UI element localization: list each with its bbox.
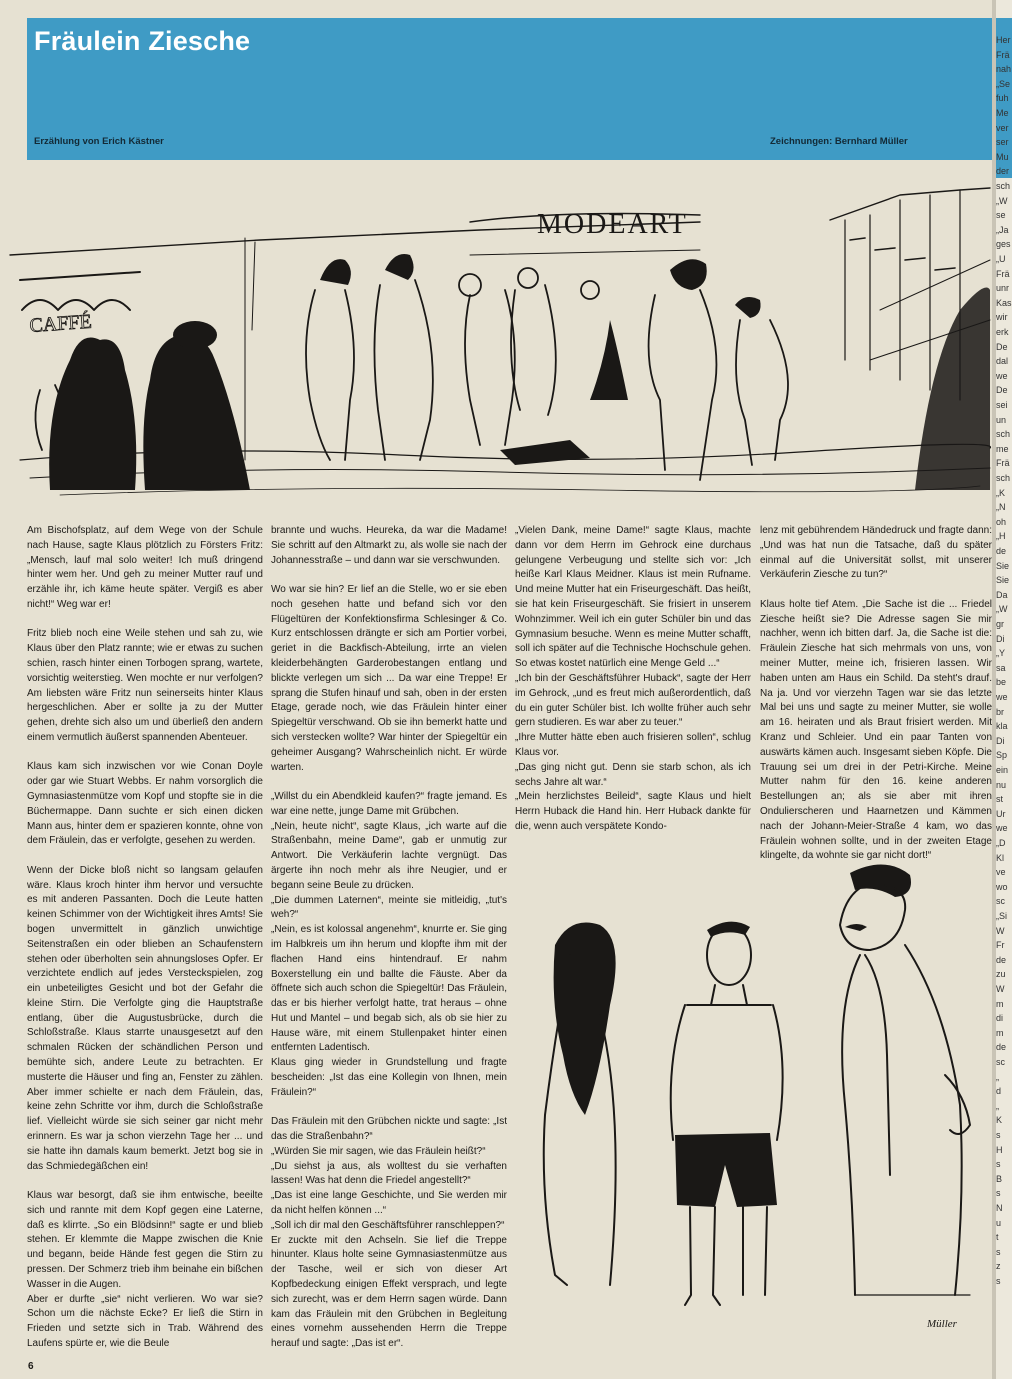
street-scene-illustration [0, 160, 992, 505]
paragraph: Das Fräulein mit den Grübchen nickte und sagte: „Ist das die Straßenbahn?“ [271, 1116, 507, 1143]
next-page-fragment: „ [996, 1071, 999, 1082]
next-page-fragment: Di [996, 633, 1005, 644]
text-column-2 [271, 524, 507, 1352]
next-page-fragment: Mu [996, 151, 1009, 162]
characters-illustration [515, 855, 992, 1360]
next-page-fragment: sch [996, 181, 1011, 191]
next-page-fragment: s [996, 1130, 1001, 1140]
paragraph: Am Bischofsplatz, auf dem Wege von der Schule nach Hause, sagte Klaus plötzlich zu Försters Fritz: „Mensch, lauf mal solo weiter! Ich muß dringend hinter wem her. Und geh zu meiner Mutter rauf und erzähle ihr, ich käme heute später. Vergiß es aber nicht!“ Weg war er! [27, 525, 263, 610]
next-page-fragment: me [996, 443, 1009, 454]
next-page-fragment: sc [996, 896, 1005, 907]
author-byline: Erzählung von Erich Kästner [34, 136, 164, 147]
next-page-fragment: Kas [996, 297, 1012, 308]
next-page-fragment: we [996, 370, 1008, 381]
next-page-fragment: „K [996, 487, 1005, 498]
next-page-fragment: „Y [996, 648, 1005, 659]
next-page-fragment: un [996, 414, 1007, 425]
next-page-fragment: gr [996, 619, 1005, 629]
next-page-fragment: ver [996, 122, 1009, 133]
paragraph: „Ich bin der Geschäftsführer Huback“, sagte der Herr im Gehrock, „und es freut mich außerordentlich, daß du ein guter Schüler bist. Ich wollte früher auch sehr gern studieren. Es war aber zu teuer.“ [515, 672, 751, 729]
next-page-fragment: Ur [996, 808, 1006, 819]
illustrator-signature: Müller [927, 1318, 957, 1330]
next-page-fragment: we [996, 692, 1008, 702]
next-page-fragment: „N [996, 502, 1006, 513]
next-page-fragment: erk [996, 327, 1009, 337]
next-page-fragment: u [996, 1217, 1002, 1228]
next-page-fragment: sch [996, 429, 1011, 440]
next-page-fragment: be [996, 677, 1007, 688]
paragraph: „Nein, es ist kolossal angenehm“, knurrte er. Sie ging im Halbkreis um ihn herum und klopfte ihm mit der flachen Hand eins hintendrauf. Er nahm Boxerstellung ein und ballte die Fäuste. Aber da öffnete sich auch schon die Spiegeltür! Das Fräulein, das er bis hierher verfolgt hatte, trat heraus – ohne Hut und Mantel – und begab sich, als ob sie hier zu Hause wäre, mit einem Stullenpaket hinter einen entfernten Ladentisch. [271, 924, 507, 1054]
paragraph: „Ihre Mutter hätte eben auch frisieren sollen“, schlug Klaus vor. [515, 732, 751, 758]
paragraph: „Das ist eine lange Geschichte, und Sie werden mir da nicht helfen können ...“ [271, 1190, 507, 1217]
next-page-fragment: sch [996, 473, 1011, 483]
next-page-fragment: Her [996, 35, 1011, 45]
next-page-fragment: Frä [996, 49, 1010, 60]
next-page-fragment: Fr [996, 940, 1005, 951]
paragraph: „Soll ich dir mal den Geschäftsführer ranschleppen?“ [271, 1219, 505, 1231]
illustrator-byline: Zeichnungen: Bernhard Müller [770, 136, 908, 147]
next-page-fragment: B [996, 1173, 1003, 1184]
cafe-sign: CAFFÉ [28, 310, 93, 337]
text-column-1 [27, 524, 263, 1352]
next-page-fragment: „W [996, 195, 1008, 206]
paragraph: „Nein, heute nicht“, sagte Klaus, „ich warte auf die Straßenbahn, meine Dame“, gab er unmutig zur Antwort. Die Verkäuferin lachte vergnügt. Das ärgerte ihn noch mehr als ihre Neugier, und er begann seine Beule zu drücken. [271, 820, 507, 891]
article-title: Fräulein Ziesche [34, 26, 251, 56]
next-page-fragment: sc [996, 1057, 1005, 1067]
next-page-fragment: z [996, 1261, 1001, 1272]
next-page-fragment: wo [996, 881, 1008, 892]
paragraph: Klaus ging wieder in Grundstellung und fragte bescheiden: „Ist das eine Kollegin von Ihnen, mein Fräulein?“ [271, 1057, 507, 1098]
next-page-fragment: d [996, 1086, 1002, 1097]
paragraph: „Vielen Dank, meine Dame!“ sagte Klaus, machte dann vor dem Herrn im Gehrock eine durchaus gelungene Verbeugung und stellte sich vor: „Ich heiße Karl Klaus Meidner. Klaus ist mein Rufname. Und meine Mutter hat ein Friseurgeschäft. Das heißt, sie hat kein Friseurgeschäft. Sie frisiert in unserem Wohnzimmer. Weil ich ein guter Schüler bin und das Gymnasium besuche. Wenn es meine Mutter schafft, soll ich später auf die Technische Hochschule gehen. So etwas kostet natürlich eine Menge Geld ...“ [515, 525, 751, 670]
next-page-fragment: de [996, 954, 1007, 965]
page-number: 6 [28, 1361, 34, 1372]
next-page-fragment: N [996, 1203, 1003, 1213]
next-page-fragment: „Se [996, 78, 1011, 89]
next-page-fragment: De [996, 385, 1008, 396]
next-page-fragment: Me [996, 108, 1009, 118]
next-page-fragment: Kl [996, 852, 1005, 863]
next-page-fragment: s [996, 1276, 1001, 1286]
paragraph: Aber er durfte „sie“ nicht verlieren. Wo war sie? Schon um die nächste Ecke? Er ließ die Stirn in Frieden und setzte sich in Trab. Während des Laufens spürte er, wie die Beule [27, 1293, 263, 1350]
next-page-fragment: ser [996, 137, 1009, 148]
next-page-fragment: dal [996, 356, 1009, 367]
next-page-fragment: „U [996, 254, 1006, 264]
next-page-fragment: W [996, 925, 1005, 936]
paragraph: „Willst du ein Abendkleid kaufen?“ fragte jemand. Es war eine nette, junge Dame mit Grübchen. [271, 790, 507, 817]
paragraph: brannte und wuchs. Heureka, da war die Madame! Sie schritt auf den Altmarkt zu, als wolle sie nach der Johannesstraße – und dann war sie verschwunden. [271, 525, 507, 566]
header-banner [27, 18, 992, 160]
next-page-fragment: Sie [996, 575, 1010, 586]
next-page-fragment: nah [996, 64, 1012, 75]
next-page-fragment: Frä [996, 268, 1010, 279]
paragraph: Klaus war besorgt, daß sie ihm entwische, beeilte sich und rannte mit dem Kopf gegen eine Laterne, daß es klirrte. „So ein Blödsinn!“ sagte er und blieb stehen. Er klemmte die Mappe zwischen die Knie und begann, beide Hände fest gegen die Stirn zu pressen. Der Schmerz trieb ihm beinahe ein bißchen Wasser in die Augen. [27, 1190, 263, 1290]
paragraph: Wenn der Dicke bloß nicht so langsam gelaufen wäre. Klaus kroch hinter ihm hervor und versuchte es mit anderen Passanten. Doch die Leute hatten keinen Schimmer von der Wichtigkeit ihres Amts! Sie bogen unvermittelt in gänzlich unwichtige Seitenstraßen ein oder blieben an Schaufenstern stehen oder überholten sein ahnungsloses Opfer. Er verzichtete endlich auf jedes Versteckspielen, zog ein unbeteiligtes Gesicht und bot der Gefahr die kleine Stirn. Die Verfolgte ging die Hauptstraße entlang, über die Augustusbrücke, durch die Schloßstraße. Klaus starrte unausgesetzt auf den schmalen Rücken der schändlichen Person und bemühte sich, andere Leute zu betrachten. Er musterte die Häuser und fing an, Fenster zu zählen. Aber immer schielte er nach dem Fräulein, das, keine zehn Schritte vor ihm, durch die Schloßstraße lief. Vielleicht würde sie sich seiner gar nicht mehr erinnern. Es war ja schon vierzehn Tage her ... und sie hatte ihn damals kaum bemerkt. Jetzt bog sie in das Schmiedegäßchen ein! [27, 864, 263, 1172]
next-page-fragment: we [996, 823, 1008, 834]
paragraph: lenz mit gebührendem Händedruck und fragte dann: „Und was hat nun die Tatsache, daß du später einmal auf die Universität sollst, mit unserer Verkäuferin Ziesche zu tun?“ [760, 525, 992, 581]
next-page-fragment: br [996, 706, 1005, 717]
next-page-fragment: Di [996, 735, 1005, 746]
text-column-3 [515, 524, 751, 835]
next-page-fragment: „H [996, 531, 1006, 542]
next-page-fragment: De [996, 341, 1008, 352]
paragraph: Wo war sie hin? Er lief an die Stelle, wo er sie eben noch gesehen hatte und befand sich vor den Flügeltüren der Konfektionsfirma Schlesinger & Co. Kurz entschlossen drängte er sich am Portier vorbei, geriet in die Backfisch-Abteilung, irrte an vielen kleiderbehängten Garderobestangen entlang und blickte verlegen um sich ... Da war eine Treppe! Er sprang die Stufen hinauf und sah, oben in der ersten Etage, gerade noch, wie das Fräulein hinter einer Spiegeltür verschwand. Ob sie ihn bemerkt hatte und sich verstecken wollte? War hinter der Spiegeltür ein geheimer Ausgang? Wahrscheinlich nicht. Er würde warten. [271, 583, 507, 773]
next-page-fragment: kla [996, 721, 1008, 732]
paragraph: Klaus holte tief Atem. „Die Sache ist die ... Friedel Ziesche heißt sie? Die Adresse sagen Sie mir nachher, wenn ich bitten darf. Ja, die Sache ist die: Fräulein Ziesche hat sich mehrmals von uns, von meiner Mutter, meine ich, frisieren lassen. Wir haben unten am Haus ein Schild. Da steht's drauf. Na ja. Und vor vierzehn Tagen war sie das letzte Mal bei uns und sagte zu meiner Mutter, sie wolle am 16. heiraten und als Braut frisiert werden. Mit Kranz und Schleier. Und ein paar Tanten von auswärts kämen auch. Insgesamt sieben Köpfe. Die Trauung sei um drei in der Petri-Kirche. Meine Mutter nahm für den 16. keine anderen Bestellungen an; als sie aber mit ihren Ondulierscheren und Haarnetzen und Kämmen nach der Johann-Meier-Straße 4 kam, wo das Fräulein wohnen sollte, und in der zweiten Etage klingelte, da wohnte sie gar nicht dort!“ [760, 598, 992, 862]
next-page-fragment: „W [996, 604, 1008, 615]
next-page-fragment: Sie [996, 560, 1010, 571]
next-page-fragment: di [996, 1013, 1004, 1024]
text-column-4 [760, 524, 992, 864]
modeart-sign: MODEART [537, 209, 688, 240]
next-page-fragment: sei [996, 400, 1008, 410]
next-page-fragment: de [996, 546, 1007, 556]
next-page-fragment: s [996, 1188, 1001, 1199]
next-page-fragment: de [996, 1042, 1007, 1053]
paragraph: Er zuckte mit den Achseln. Sie lief die Treppe hinunter. Klaus holte seine Gymnasiastenmütze aus der Tasche, weil er sich von dieser Art Kopfbedeckung einigen Effekt versprach, und legte sich zurecht, was er dem Herrn sagen würde. Dann kam das Fräulein mit den Grübchen in Begleitung eines vornehm aussehenden Herrn die Treppe herauf und sagte: „Das ist er“. [271, 1234, 507, 1350]
next-page-fragment: ein [996, 765, 1009, 775]
next-page-edge [992, 0, 1012, 1379]
next-page-fragment: Da [996, 589, 1008, 600]
next-page-fragment: nu [996, 779, 1007, 790]
next-page-fragment: wir [996, 312, 1008, 323]
next-page-fragment: fuh [996, 93, 1009, 104]
next-page-fragment: m [996, 998, 1004, 1009]
paragraph: „Mein herzlichstes Beileid“, sagte Klaus und hielt Herrn Huback die Hand hin. Herr Huback dankte für die, wenn auch verspätete Kondo- [515, 791, 751, 832]
next-page-fragment: „ [996, 1100, 999, 1111]
next-page-fragment: se [996, 210, 1006, 221]
paragraph: „Du siehst ja aus, als wolltest du sie verhaften lassen! Was hat denn die Friedel angestellt?“ [271, 1160, 507, 1187]
next-page-fragment: unr [996, 283, 1010, 294]
next-page-fragment: W [996, 984, 1005, 994]
next-page-fragment: m [996, 1027, 1004, 1038]
next-page-fragment: s [996, 1159, 1001, 1170]
next-page-fragment: Sp [996, 750, 1008, 761]
paragraph: Fritz blieb noch eine Weile stehen und sah zu, wie Klaus über den Platz rannte; wie er etwas zu suchen schien, rasch hinter einen Torbogen sprang, wartete, vorsichtig weiterstieg. Wen mochte er nur verfolgen? Am liebsten wäre Fritz nun seinerseits hinter Klaus hergeschlichen. Aber er sollte ja zu der Mutter gehen, drehte sich also um und überließ den andern einem vermutlich äußerst spannenden Abenteuer. [27, 628, 263, 743]
next-page-fragment: H [996, 1144, 1003, 1155]
next-page-fragment: oh [996, 516, 1007, 527]
next-page-fragment: „Ja [996, 224, 1009, 235]
next-page-fragment: ges [996, 239, 1011, 250]
next-page-fragment: „Si [996, 911, 1007, 921]
paragraph: „Das ging nicht gut. Denn sie starb schon, als ich sechs Jahre alt war.“ [515, 761, 751, 788]
paragraph: „Würden Sie mir sagen, wie das Fräulein heißt?“ [271, 1145, 486, 1157]
paragraph: Klaus kam sich inzwischen vor wie Conan Doyle oder gar wie Stuart Webbs. Er nahm vorsorglich die Gymnasiastenmütze vom Kopf und stopfte sie in die Büchermappe. Dann suchte er sich einen dicken Mann aus, hinter dem er spazieren konnte, ohne von dem Fräulein, das er verfolgte, gesehen zu werden. [27, 761, 263, 847]
next-page-fragment: s [996, 1246, 1001, 1257]
next-page-fragment: zu [996, 969, 1006, 980]
paragraph: „Die dummen Laternen“, meinte sie mitleidig, „tut's weh?“ [271, 894, 507, 921]
next-page-fragment: t [996, 1232, 999, 1243]
next-page-fragment: st [996, 794, 1004, 805]
next-page-fragment: der [996, 166, 1010, 177]
next-page-fragment: K [996, 1115, 1003, 1126]
next-page-fragment: Frä [996, 458, 1010, 469]
next-page-fragment: ve [996, 867, 1006, 878]
next-page-fragment: „D [996, 838, 1006, 848]
next-page-fragment: sa [996, 662, 1006, 673]
